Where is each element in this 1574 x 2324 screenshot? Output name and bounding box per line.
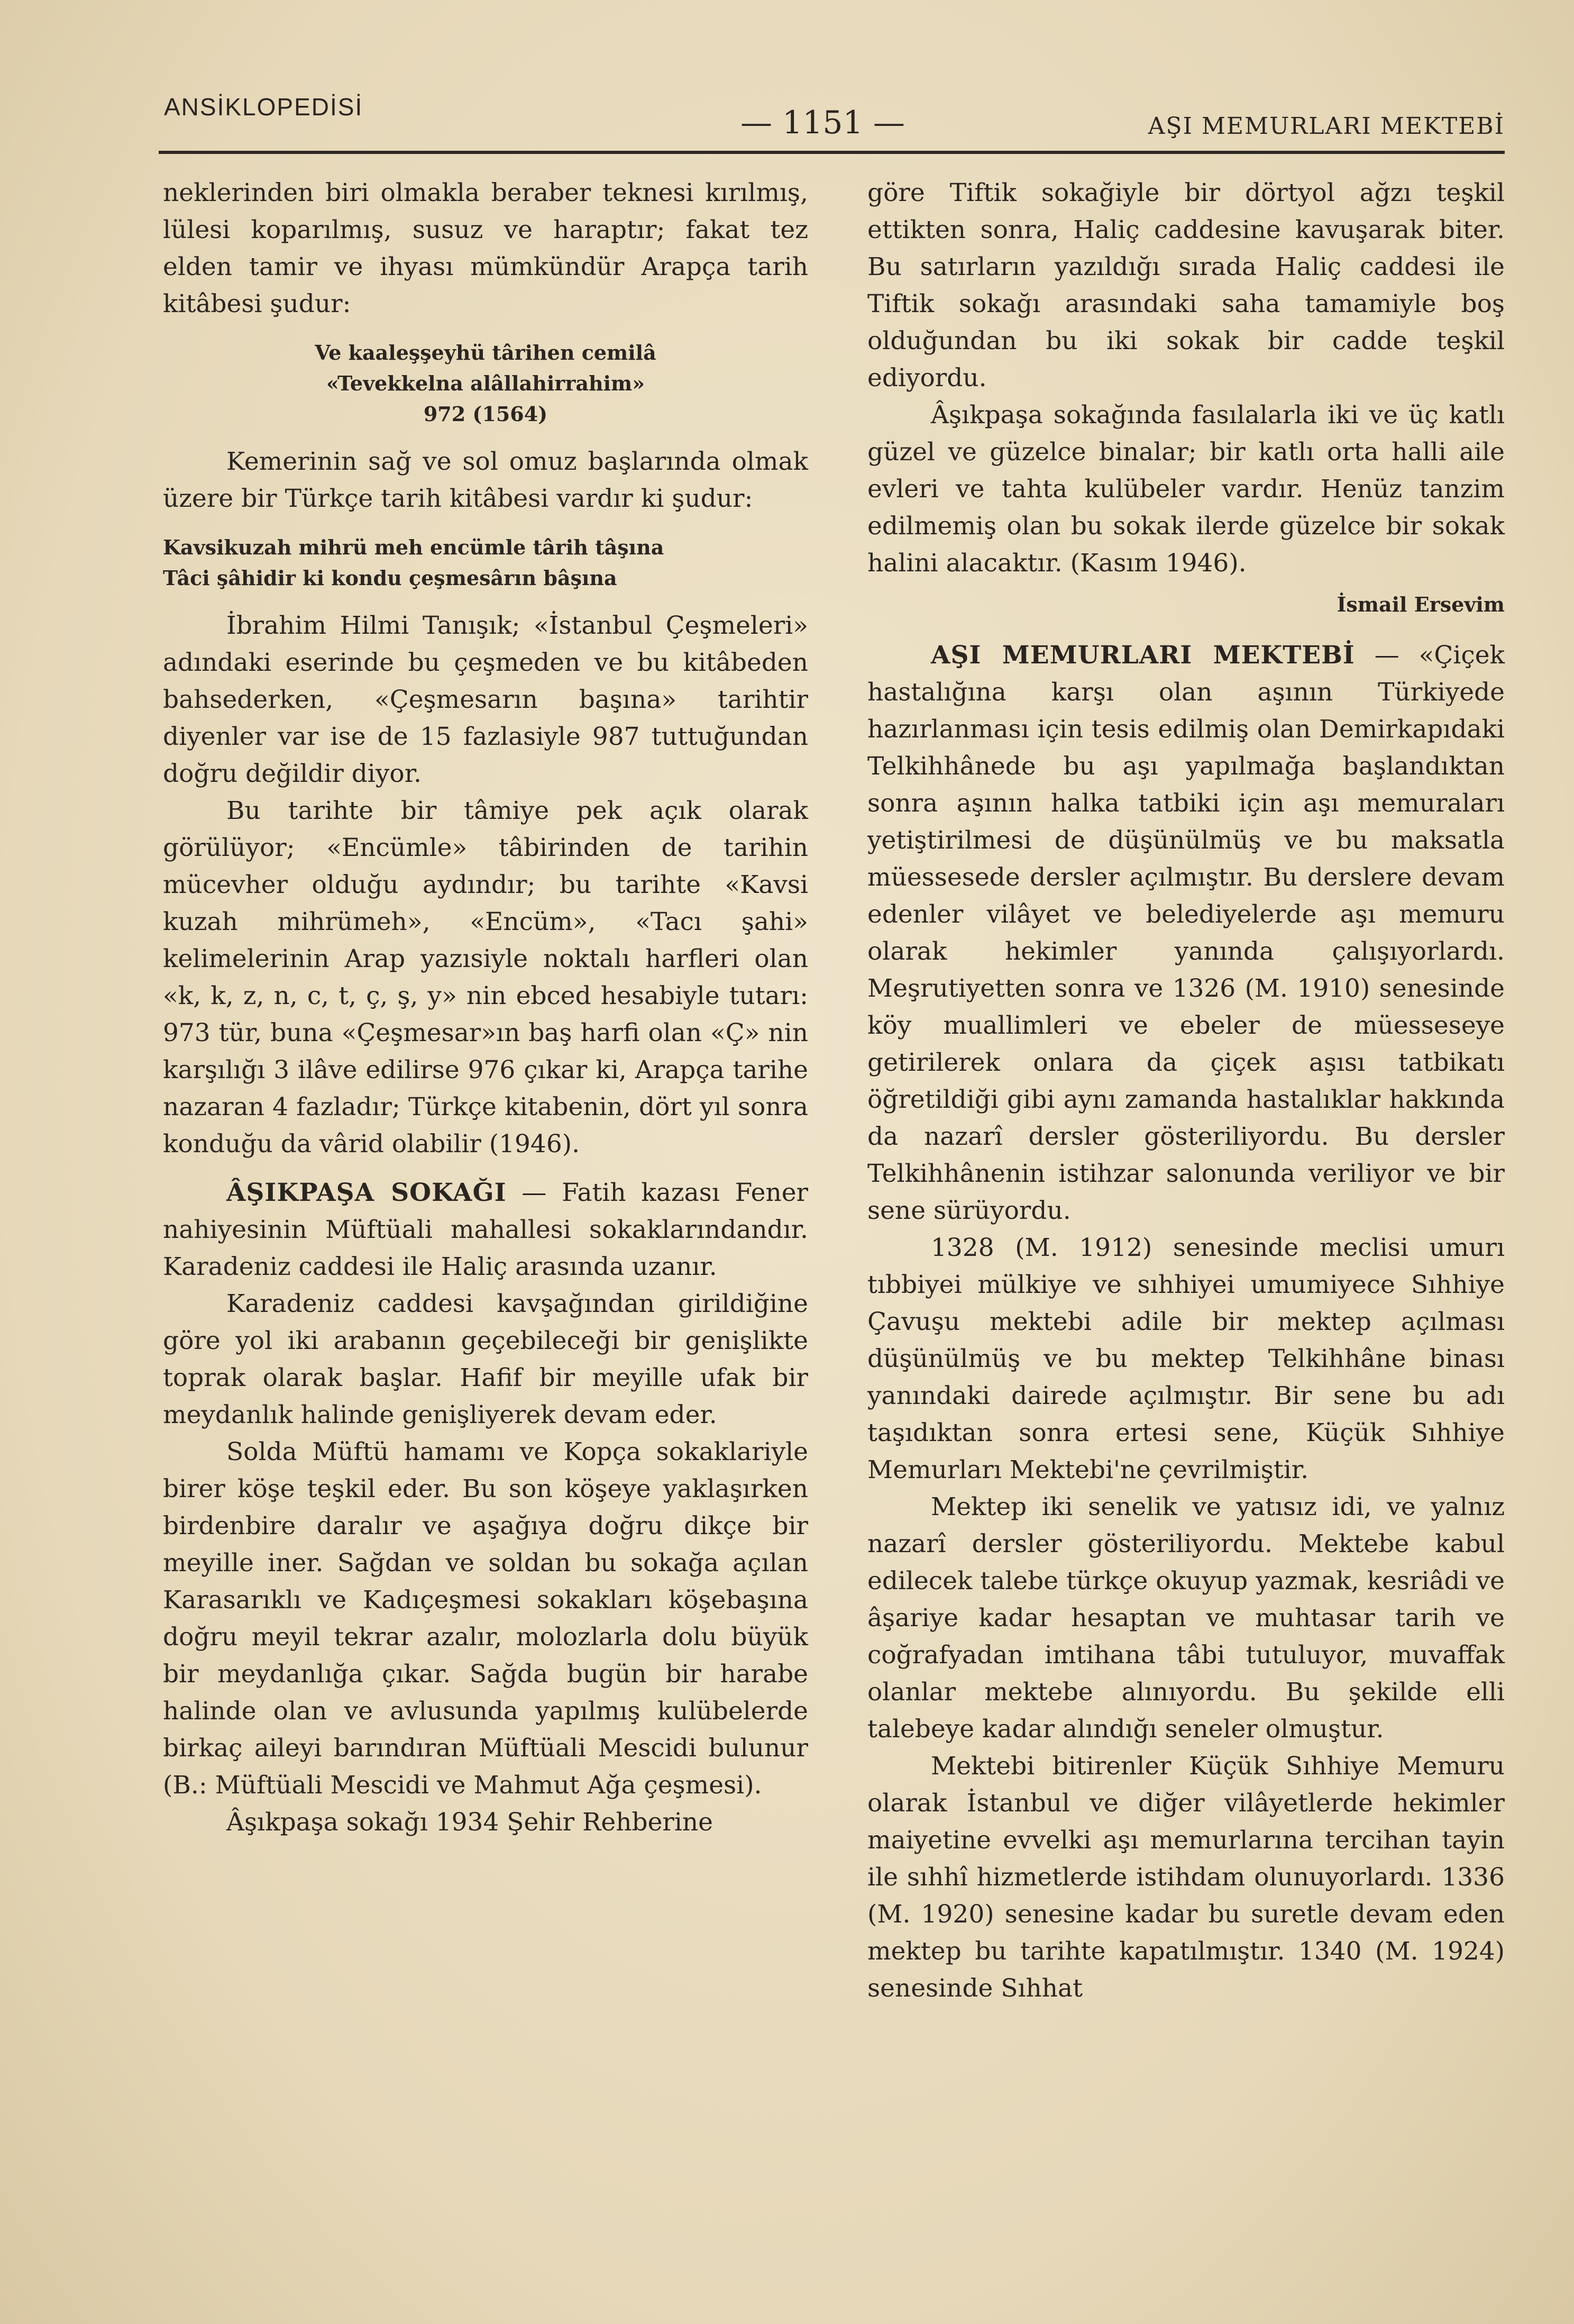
left-paragraph-1: neklerinden biri olmakla beraber teknesi kırılmış, lülesi koparılmış, susuz ve haraptır; fakat tez elden tamir ve ihyası mümkündür Arapça tarih kitâbesi şudur: xyxy=(163,178,808,318)
right-paragraph-6: Mektebi bitirenler Küçük Sıhhiye Memuru olarak İstanbul ve diğer vilâyetlerde hekimler maiyetine evvelki aşı memurlarına tercihan tayin ile sıhhî hizmetlerde istihdam olunuyorlardı. 1336 (M. 1920) senesine kadar bu suretle devam eden mektep bu tarihte kapatılmıştır. 1340 (M. 1924) senesinde Sıhhat xyxy=(867,1752,1505,2003)
right-paragraph-5: Mektep iki senelik ve yatısız idi, ve yalnız nazarî dersler gösteriliyordu. Mektebe kabul edilecek talebe türkçe okuyup yazmak, kesriâdi ve âşariye kadar hesaptan ve muhtasar tarih ve coğrafyadan imtihana tâbi tutuluyor, muvaffak olanlar mektebe alınıyordu. Bu şekilde elli talebeye kadar alındığı seneler olmuştur. xyxy=(867,1492,1505,1744)
inscription-date: 972 (1564) xyxy=(423,402,548,426)
left-column xyxy=(163,175,808,1841)
section-gap xyxy=(163,1163,808,1174)
page-header xyxy=(159,93,1505,154)
header-entry-title: AŞI MEMURLARI MEKTEBİ xyxy=(1148,113,1505,140)
left-paragraph-4: Bu tarihte bir tâmiye pek açık olarak görülüyor; «Encümle» tâbirinden de tarihin mücevher olduğu aydındır; bu tarihte «Kavsi kuzah mihrümeh», «Encüm», «Tacı şahi» kelimelerinin Arap yazısiyle noktalı harfleri olan «k, k, z, n, c, t, ç, ş, y» nin ebced hesabiyle tutarı: 973 tür, buna «Çeşmesar»ın baş harfi olan «Ç» nin karşılığı 3 ilâve edilirse 976 çıkar ki, Arapça tarihe nazaran 4 fazladır; Türkçe kitabenin, dört yıl sonra konduğu da vârid olabilir (1946). xyxy=(163,796,808,1159)
left-paragraph-2: Kemerinin sağ ve sol omuz başlarında olmak üzere bir Türkçe tarih kitâbesi vardır ki şudur: xyxy=(163,447,808,513)
page-number: — 1151 — xyxy=(740,104,905,141)
turkish-inscription xyxy=(163,532,808,594)
entry-heading-asi-memurlari: AŞI MEMURLARI MEKTEBİ xyxy=(931,641,1355,670)
entry-heading-asikpasa: ÂŞIKPAŞA SOKAĞI xyxy=(226,1178,507,1207)
left-paragraph-7: Solda Müftü hamamı ve Kopça sokaklariyle birer köşe teşkil eder. Bu son köşeye yaklaşırken birdenbire daralır ve aşağıya doğru dikçe bir meyille iner. Sağdan ve soldan bu sokağa açılan Karasarıklı ve Kadıçeşmesi sokakları köşebaşına doğru meyil tekrar azalır, molozlarla dolu büyük bir meydanlığa çıkar. Sağda bugün bir harabe halinde olan ve avlusunda yapılmış kulübelerde birkaç aileyi barındıran Müftüali Mescidi bulunur (B.: Müftüali Mescidi ve Mahmut Ağa çeşmesi). xyxy=(163,1437,808,1800)
asikpasa-entry-intro xyxy=(163,1174,808,1286)
right-paragraph-1: göre Tiftik sokağiyle bir dörtyol ağzı teşkil ettikten sonra, Haliç caddesine kavuşarak biter. Bu satırların yazıldığı sırada Haliç caddesi ile Tiftik sokağı arasındaki saha tamamiyle boş olduğundan bu iki sokak bir cadde teşkil ediyordu. xyxy=(867,178,1505,393)
right-column xyxy=(867,175,1505,2007)
inscription-line-2: «Tevekkelna alâllahirrahim» xyxy=(326,371,645,395)
right-paragraph-4: 1328 (M. 1912) senesinde meclisi umurı tıbbiyei mülkiye ve sıhhiyei umumiyece Sıhhiye Çavuşu mektebi adile bir mektep açılması düşünülmüş ve bu mektep Telkihhâne binası yanındaki dairede açılmıştır. Bir sene bu adı taşıdıktan sonra ertesi sene, Küçük Sıhhiye Memurları Mektebi'ne çevrilmiştir. xyxy=(867,1233,1505,1484)
inscription-line-1: Ve kaaleşşeyhü târihen cemilâ xyxy=(315,341,656,364)
entry-text-asi-memurlari: — «Çiçek hastalığına karşı olan aşının Türkiyede hazırlanması için tesis edilmiş olan Demirkapıdaki Telkihhânede bu aşı yapılmağa başlandıktan sonra aşının halka tatbiki için aşı memuraları yetiştirilmesi de düşünülmüş ve bu maksatla müessesede dersler açılmıştır. Bu derslere devam edenler vilâyet ve belediyelerde aşı memuru olarak hekimler yanında çalışıyorlardı. Meşrutiyetten sonra ve 1326 (M. 1910) senesinde köy muallimleri ve ebeler de müesseseye getirilerek onlara da çiçek aşısı tatbikatı öğretildiği gibi aynı zamanda hastalıklar hakkında da nazarî dersler gösteriliyordu. Bu dersler Telkihhânenin istihzar salonunda veriliyor ve bir sene sürüyordu. xyxy=(867,641,1505,1225)
entry-text-asikpasa: — Fatih kazası Fener nahiyesinin Müftüali mahallesi sokaklarındandır. Karadeniz caddesi ile Haliç arasında uzanır. xyxy=(163,1178,808,1281)
left-paragraph-3: İbrahim Hilmi Tanışık; «İstanbul Çeşmeleri» adındaki eserinde bu çeşmeden ve bu kitâbeden bahsederken, «Çeşmesarın başına» tarihtir diyenler var ise de 15 fazlasiyle 987 tuttuğundan doğru değildir diyor. xyxy=(163,611,808,788)
right-paragraph-2: Âşıkpaşa sokağında fasılalarla iki ve üç katlı güzel ve güzelce binalar; bir katlı orta halli aile evleri ve tahta kulübeler vardır. Henüz tanzim edilmemiş olan bu sokak ilerde güzelce bir sokak halini alacaktır. (Kasım 1946). xyxy=(867,400,1505,578)
left-paragraph-8: Âşıkpaşa sokağı 1934 Şehir Rehberine xyxy=(226,1808,713,1837)
arabic-inscription xyxy=(163,338,808,430)
turkish-inscription-line-1: Kavsikuzah mihrü meh encümle târih tâşına xyxy=(163,535,664,559)
left-paragraph-6: Karadeniz caddesi kavşağından girildiğine göre yol iki arabanın geçebileceği bir genişlikte toprak olarak başlar. Hafif bir meyille ufak bir meydanlık halinde genişliyerek devam eder. xyxy=(163,1289,808,1429)
turkish-inscription-line-2: Tâci şâhidir ki kondu çeşmesârın bâşına xyxy=(163,566,617,590)
asi-memurlari-entry-intro xyxy=(867,637,1505,1229)
author-signature: İsmail Ersevim xyxy=(1337,593,1505,616)
header-encyclopedia-title: ANSİKLOPEDİSİ xyxy=(164,93,363,121)
